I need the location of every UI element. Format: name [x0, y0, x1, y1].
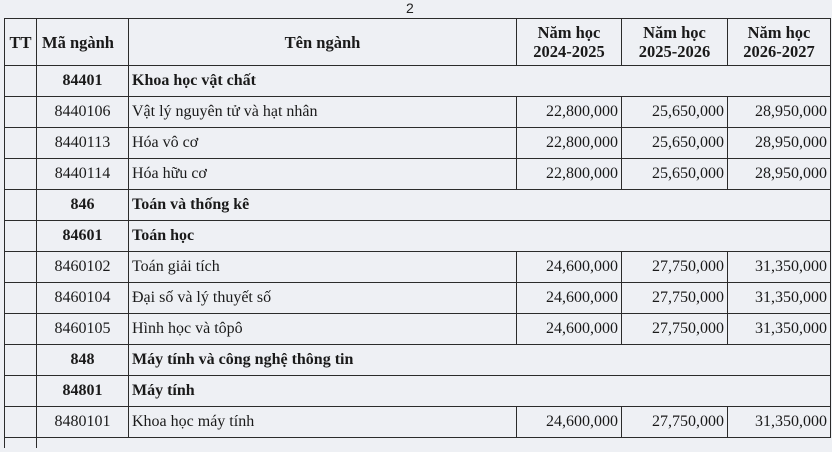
- cell-tt: [5, 252, 37, 283]
- cell-tt: [5, 159, 37, 190]
- group-row: [5, 190, 831, 221]
- table-row: [5, 252, 831, 283]
- cell-major-name: Hóa hữu cơ: [129, 159, 517, 190]
- cell-major-code: 848: [37, 345, 129, 376]
- cell-major-name: Hóa vô cơ: [129, 128, 517, 159]
- cell-fee-2024-2025: 22,800,000: [517, 97, 622, 128]
- cell-fee-2024-2025: 22,800,000: [517, 128, 622, 159]
- cell-tt: [5, 283, 37, 314]
- cell-major-name: Máy tính và công nghệ thông tin: [129, 345, 831, 376]
- header-year-label: Năm học: [643, 23, 706, 42]
- cell-fee-2024-2025: 24,600,000: [517, 252, 622, 283]
- table-header-row: [5, 19, 831, 66]
- table-row: [5, 128, 831, 159]
- cell-major-name: Hình học và tôpô: [129, 314, 517, 345]
- cell-fee-2024-2025: 24,600,000: [517, 283, 622, 314]
- cell-major-code: 8460105: [37, 314, 129, 345]
- cell-major-name: Khoa học máy tính: [129, 407, 517, 438]
- cell-tt: [5, 438, 37, 449]
- cell-cut-off: [37, 438, 831, 449]
- cell-major-code: 84801: [37, 376, 129, 407]
- cell-major-code: 84601: [37, 221, 129, 252]
- header-year-range: 2026-2027: [743, 42, 815, 61]
- table-row: [5, 407, 831, 438]
- cell-fee-2025-2026: 27,750,000: [622, 314, 728, 345]
- cell-fee-2026-2027: 31,350,000: [728, 314, 831, 345]
- cell-fee-2025-2026: 27,750,000: [622, 283, 728, 314]
- cell-major-code: 8440114: [37, 159, 129, 190]
- group-row: [5, 376, 831, 407]
- header-year-2024-2025: [517, 19, 622, 66]
- header-year-2026-2027: [728, 19, 831, 66]
- cell-tt: [5, 190, 37, 221]
- cell-fee-2025-2026: 25,650,000: [622, 159, 728, 190]
- cell-fee-2026-2027: 31,350,000: [728, 283, 831, 314]
- cell-fee-2024-2025: 24,600,000: [517, 407, 622, 438]
- group-row: [5, 345, 831, 376]
- cell-fee-2026-2027: 28,950,000: [728, 128, 831, 159]
- header-year-label: Năm học: [747, 23, 811, 42]
- cell-major-name: Khoa học vật chất: [129, 66, 831, 97]
- cell-major-code: 8440113: [37, 128, 129, 159]
- cell-fee-2025-2026: 27,750,000: [622, 407, 728, 438]
- header-year-range: 2025-2026: [638, 42, 711, 61]
- cell-fee-2025-2026: 27,750,000: [622, 252, 728, 283]
- cell-fee-2026-2027: 28,950,000: [728, 97, 831, 128]
- tuition-fee-table: [4, 18, 831, 448]
- cell-tt: [5, 66, 37, 97]
- cell-tt: [5, 128, 37, 159]
- header-year-2025-2026: [622, 19, 728, 66]
- cell-major-code: 846: [37, 190, 129, 221]
- cell-tt: [5, 345, 37, 376]
- table-row: [5, 314, 831, 345]
- cell-tt: [5, 221, 37, 252]
- cell-major-code: 8460104: [37, 283, 129, 314]
- cell-fee-2025-2026: 25,650,000: [622, 128, 728, 159]
- group-row: [5, 221, 831, 252]
- cell-major-name: Vật lý nguyên tử và hạt nhân: [129, 97, 517, 128]
- cell-major-code: 84401: [37, 66, 129, 97]
- cell-fee-2026-2027: 31,350,000: [728, 407, 831, 438]
- cell-major-name: Toán giải tích: [129, 252, 517, 283]
- cell-major-name: Toán học: [129, 221, 831, 252]
- table-row: [5, 97, 831, 128]
- cell-major-code: 8460102: [37, 252, 129, 283]
- cell-major-code: 8440106: [37, 97, 129, 128]
- cell-tt: [5, 407, 37, 438]
- header-major-code: Mã ngành: [37, 19, 129, 66]
- cell-fee-2026-2027: 28,950,000: [728, 159, 831, 190]
- cell-tt: [5, 97, 37, 128]
- header-year-range: 2024-2025: [533, 42, 605, 61]
- cell-fee-2024-2025: 22,800,000: [517, 159, 622, 190]
- cell-tt: [5, 314, 37, 345]
- cell-major-name: Đại số và lý thuyết số: [129, 283, 517, 314]
- group-row: [5, 66, 831, 97]
- table-row: [5, 159, 831, 190]
- cell-major-name: Máy tính: [129, 376, 831, 407]
- page-number: 2: [406, 0, 414, 16]
- header-major-name: Tên ngành: [129, 19, 517, 66]
- table-row: [5, 283, 831, 314]
- cell-fee-2024-2025: 24,600,000: [517, 314, 622, 345]
- cell-fee-2026-2027: 31,350,000: [728, 252, 831, 283]
- cell-major-name: Toán và thống kê: [129, 190, 831, 221]
- cell-tt: [5, 376, 37, 407]
- cell-major-code: 8480101: [37, 407, 129, 438]
- header-year-label: Năm học: [537, 23, 601, 42]
- cell-fee-2025-2026: 25,650,000: [622, 97, 728, 128]
- header-tt: TT: [5, 19, 37, 66]
- cut-off-row: [5, 438, 831, 449]
